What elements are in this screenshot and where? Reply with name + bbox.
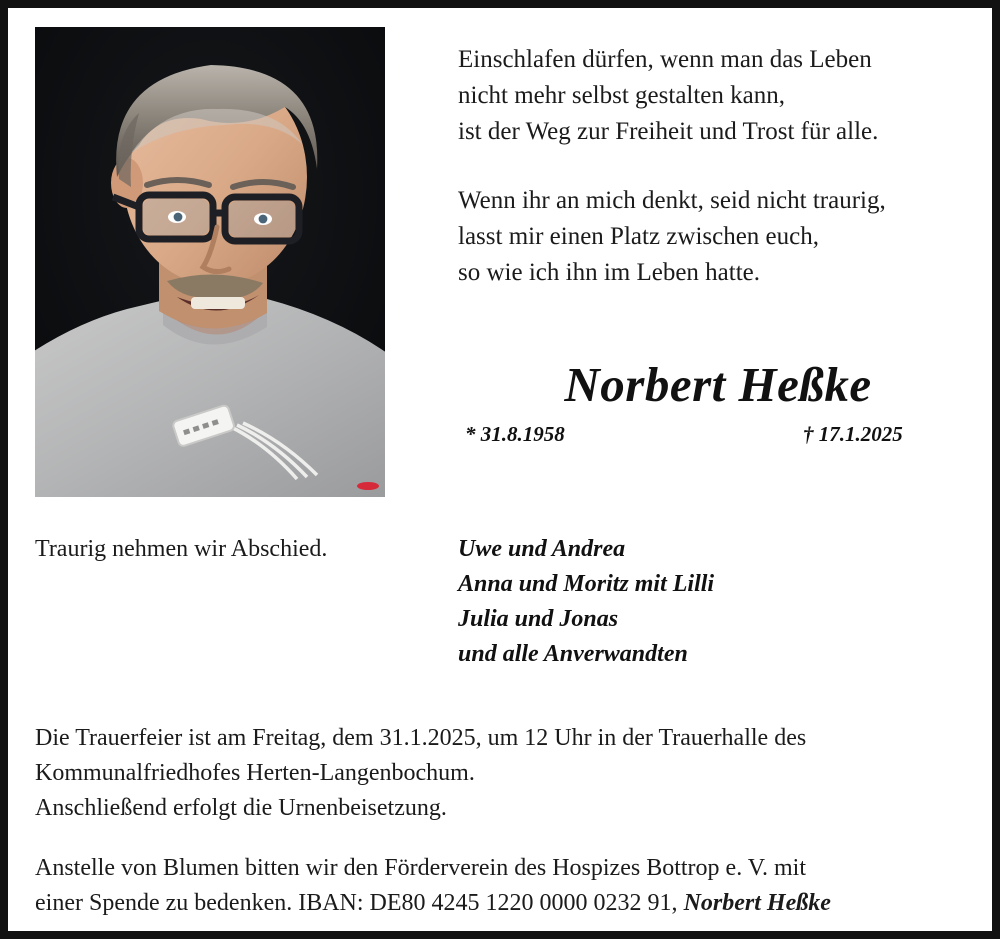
family-list [458, 532, 978, 672]
family-member-line: Julia und Jonas [458, 606, 619, 632]
obituary-card [8, 8, 992, 931]
farewell-text: Traurig nehmen wir Abschied. [35, 536, 328, 562]
verse-line: nicht mehr selbst gestalten kann, [458, 82, 786, 109]
service-line: Kommunalfriedhofes Herten-Langenbochum. [35, 760, 475, 786]
verse-stanza-one [458, 42, 978, 150]
verse-line: Einschlafen dürfen, wenn man das Leben [458, 46, 872, 73]
verse-line: Wenn ihr an mich denkt, seid nicht traurig, [458, 187, 886, 214]
family-member-line: Uwe und Andrea [458, 536, 626, 562]
donation-paragraph [35, 851, 975, 921]
verse-line: lasst mir einen Platz zwischen euch, [458, 223, 819, 250]
verse-line: ist der Weg zur Freiheit und Trost für alle. [458, 118, 879, 145]
donation-iban-text: einer Spende zu bedenken. IBAN: DE80 4245 1220 0000 0232 91, [35, 890, 678, 916]
deceased-name: Norbert Heßke [564, 357, 872, 412]
family-member-line: und alle Anverwandten [458, 641, 688, 667]
donation-line: Anstelle von Blumen bitten wir den Förderverein des Hospizes Bottrop e. V. mit [35, 855, 806, 881]
portrait-illustration [35, 27, 385, 497]
donation-account-name: Norbert Heßke [683, 890, 831, 916]
birth-date: * 31.8.1958 [465, 422, 565, 446]
service-line: Die Trauerfeier ist am Freitag, dem 31.1.2025, um 12 Uhr in der Trauerhalle des [35, 725, 807, 751]
family-member-line: Anna und Moritz mit Lilli [458, 571, 715, 597]
donation-line-iban [35, 886, 975, 921]
verse-stanza-two [458, 183, 978, 291]
service-line: Anschließend erfolgt die Urnenbeisetzung. [35, 795, 447, 821]
death-date: † 17.1.2025 [803, 422, 903, 446]
verse-line: so wie ich ihn im Leben hatte. [458, 259, 761, 286]
memorial-verse [458, 42, 978, 291]
funeral-service-paragraph [35, 721, 975, 826]
service-details [35, 721, 975, 921]
deceased-block [458, 356, 978, 450]
life-dates [458, 422, 978, 450]
portrait-photo [35, 27, 385, 497]
